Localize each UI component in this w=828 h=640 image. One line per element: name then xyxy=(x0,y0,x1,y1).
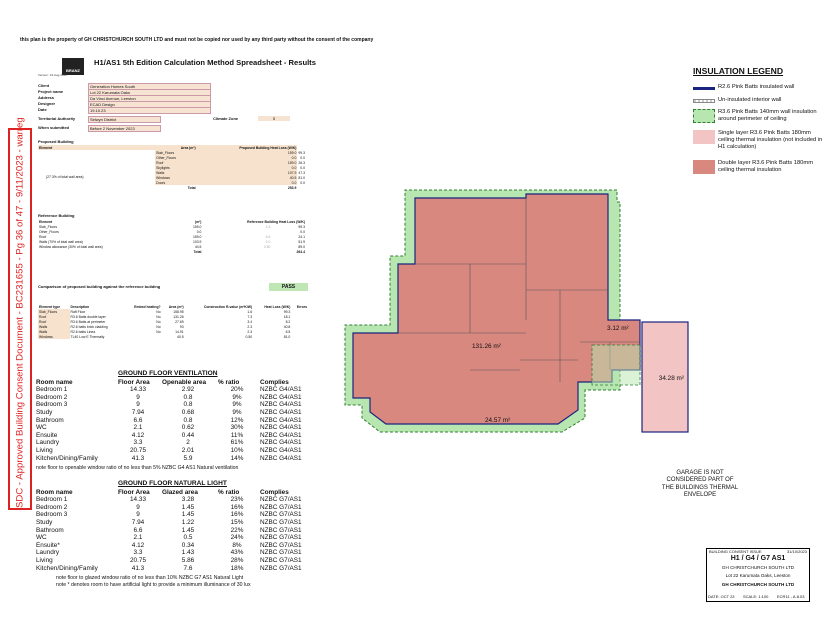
table-cell: No xyxy=(156,319,161,324)
table-cell: TL40 Low E Thermally xyxy=(70,334,105,339)
table-cell: 107.9 xyxy=(197,170,298,175)
table-cell: Walls xyxy=(155,170,196,175)
table-cell: NZBC G7/AS1 xyxy=(260,564,302,572)
table-cell: 1.6 xyxy=(247,309,253,314)
table-cell: 0.0 xyxy=(300,180,305,185)
table-row xyxy=(34,519,318,527)
ref-cell: ECR11 - A.8.03 xyxy=(777,594,805,599)
table-cell: Bathroom xyxy=(36,526,64,534)
legend-swatch xyxy=(693,160,715,174)
column-header: Glazed area xyxy=(162,488,198,496)
table-cell: NZBC G7/AS1 xyxy=(260,526,302,534)
heat-loss: 99.3 xyxy=(298,224,305,229)
table-cell: R2.6 batts Linea xyxy=(70,329,96,334)
heat-loss: 24.1 xyxy=(298,234,305,239)
table-row xyxy=(34,488,318,496)
table-cell: 0.62 xyxy=(181,424,195,432)
ownership-note: this plan is the property of GH CHRISTCHURCH SOUTH LTD and must not be copied nor used by any third party without the consent of the company xyxy=(20,37,374,43)
garage-area-label: 34.28 m² xyxy=(658,375,684,382)
table-cell: Bedroom 1 xyxy=(36,386,68,394)
company-name-2: GH CHRISTCHURCH SOUTH LTD xyxy=(721,582,795,587)
element-detail-table xyxy=(38,304,308,339)
ventilation-title: GROUND FLOOR VENTILATION xyxy=(118,370,218,377)
table-cell: Bedroom 2 xyxy=(36,503,68,511)
company-name: GH CHRISTCHURCH SOUTH LTD xyxy=(721,565,795,570)
legend-swatch xyxy=(693,87,715,90)
table-cell: 10% xyxy=(230,447,244,455)
table-cell: NZBC G4/AS1 xyxy=(260,393,302,401)
table-cell: 0.0 xyxy=(197,180,298,185)
table-row xyxy=(34,386,318,394)
table-row xyxy=(34,454,318,462)
date-cell: DATE: OCT 23 xyxy=(708,594,735,599)
table-cell: 18.1 xyxy=(283,314,291,319)
table-row xyxy=(34,416,318,424)
table-cell: 2.01 xyxy=(181,447,195,455)
table-row xyxy=(34,394,318,402)
table-cell: NZBC G4/AS1 xyxy=(260,439,302,447)
table-cell: 47.3 xyxy=(298,170,305,175)
table-cell: 40.5 xyxy=(177,334,184,339)
small-area-label: 3.12 m² xyxy=(607,325,629,332)
table-cell: 18% xyxy=(230,564,244,572)
table-cell: 0.0 xyxy=(197,155,298,160)
table-cell: 40.5 xyxy=(197,175,298,180)
table-cell: Kitchen/Dining/Family xyxy=(36,564,98,572)
legend-swatch xyxy=(693,109,715,123)
table-cell: 15% xyxy=(230,519,244,527)
table-cell: Study xyxy=(36,519,53,527)
table-cell: 26.3 xyxy=(298,160,305,165)
table-row xyxy=(34,378,318,386)
table-cell: 2.1 xyxy=(133,424,143,432)
table-row xyxy=(38,334,308,339)
table-cell: No xyxy=(156,309,161,314)
table-cell: 5.9 xyxy=(183,454,193,462)
table-cell: Construction R-value (m²K/W) xyxy=(203,304,253,309)
heat-loss: 0.0 xyxy=(300,229,305,234)
table-cell: 9% xyxy=(232,409,242,417)
table-cell: R3.6 Batts double layer xyxy=(70,314,106,319)
table-cell: Ensuite* xyxy=(36,541,60,549)
column-header: Complies xyxy=(260,378,289,386)
table-cell: Windows xyxy=(155,175,196,180)
table-cell: 44.5 xyxy=(194,244,202,249)
table-cell: 9 xyxy=(136,393,140,401)
reference-table xyxy=(38,219,306,254)
table-cell: 9 xyxy=(136,401,140,409)
table-row xyxy=(34,409,318,417)
table-cell: Bedroom 3 xyxy=(36,401,68,409)
table-cell: Windows xyxy=(38,334,70,339)
table-cell: Slab_Floors xyxy=(38,309,70,314)
table-cell: 0.5 xyxy=(183,534,193,542)
table-cell: 3.28 xyxy=(181,496,195,504)
table-row xyxy=(34,542,318,550)
table-cell: Ensuite xyxy=(36,431,58,439)
table-cell: NZBC G7/AS1 xyxy=(260,519,302,527)
heat-loss: 51.9 xyxy=(298,239,305,244)
site-address: Lot 22 Karumata Oaks, Leeston xyxy=(725,573,791,578)
reference-title: Reference Building xyxy=(38,213,75,218)
table-cell: 93 xyxy=(179,324,184,329)
table-cell: 43% xyxy=(230,549,244,557)
table-cell: 1.45 xyxy=(181,503,195,511)
table-cell: NZBC G4/AS1 xyxy=(260,447,302,455)
r-value: 2.0 xyxy=(265,239,271,244)
sheet-title: H1/AS1 5th Edition Calculation Method Spreadsheet - Results xyxy=(94,58,316,67)
sheet-code: H1 / G4 / G7 AS1 xyxy=(730,555,786,562)
table-cell: 159.0 xyxy=(192,234,202,239)
table-row: Total 264.4 xyxy=(193,249,305,254)
table-cell: No xyxy=(156,329,161,334)
table-cell: 14.33 xyxy=(130,496,146,504)
table-cell: 159.0 xyxy=(197,160,298,165)
column-header: % ratio xyxy=(218,488,240,496)
table-cell: 7.3 xyxy=(247,314,253,319)
table-cell: No xyxy=(156,314,161,319)
table-cell: 9 xyxy=(136,511,140,519)
table-row xyxy=(34,496,318,504)
column-header: Complies xyxy=(260,488,289,496)
table-cell: 2 xyxy=(186,439,190,447)
heat-loss: 89.0 xyxy=(298,244,305,249)
table-cell: NZBC G7/AS1 xyxy=(260,534,302,542)
table-cell: 0.44 xyxy=(181,431,195,439)
table-cell: Bedroom 2 xyxy=(36,393,68,401)
natural-light-title: GROUND FLOOR NATURAL LIGHT xyxy=(118,480,227,487)
table-cell: 0.8 xyxy=(183,416,193,424)
table-cell: NZBC G7/AS1 xyxy=(260,496,302,504)
column-header: Openable area xyxy=(162,378,207,386)
table-cell: 12% xyxy=(230,416,244,424)
table-cell: Living xyxy=(36,557,53,565)
table-row xyxy=(34,439,318,447)
submitted-row: When submitted Before 2 November 2023 xyxy=(38,125,248,131)
table-cell: 20.75 xyxy=(130,447,146,455)
table-cell: Area (m²) xyxy=(168,304,184,309)
table-cell: 1.45 xyxy=(181,511,195,519)
table-cell: Raft Floor xyxy=(70,309,86,314)
table-cell: NZBC G4/AS1 xyxy=(260,416,302,424)
table-cell: 0.34 xyxy=(181,541,195,549)
ventilation-table xyxy=(34,378,318,462)
issue-label: BUILDING CONSENT ISSUE xyxy=(709,549,762,554)
table-cell: NZBC G4/AS1 xyxy=(260,424,302,432)
designer-row: Designer ECAD Design xyxy=(38,101,248,107)
table-row xyxy=(34,549,318,557)
table-cell: Roof xyxy=(38,319,70,324)
table-cell: R3.6 Batts at perimeter xyxy=(70,319,106,324)
table-cell: NZBC G4/AS1 xyxy=(260,409,302,417)
table-cell: 14.33 xyxy=(130,386,146,394)
table-cell: NZBC G7/AS1 xyxy=(260,557,302,565)
table-cell: 6.6 xyxy=(133,416,143,424)
table-cell: 16% xyxy=(230,511,244,519)
table-cell: Roof xyxy=(155,160,196,165)
table-cell xyxy=(291,334,308,339)
table-cell: 7.6 xyxy=(183,564,193,572)
table-cell: 0.0 xyxy=(300,155,305,160)
ta-row: Territorial Authority Selwyn District Climate Zone 5 xyxy=(38,116,308,122)
table-cell: 14% xyxy=(230,454,244,462)
table-row: Element Area (m²) Proposed Building Heat Loss (W/K) xyxy=(38,145,306,150)
table-cell: 7.94 xyxy=(131,519,145,527)
table-cell: Bathroom xyxy=(36,416,64,424)
artificial-light-note: note * denotes room to have artificial light to provide a minimum illuminance of 30 lux xyxy=(56,582,251,588)
table-cell: 41.3 xyxy=(131,454,145,462)
main-area-label: 131.26 m² xyxy=(472,343,501,350)
legend-swatch xyxy=(693,130,715,144)
table-cell: 6.6 xyxy=(133,526,143,534)
perimeter-area-label: 24.57 m² xyxy=(485,417,511,424)
table-cell: 11% xyxy=(230,431,244,439)
row-note: (27.3% of total wall area) xyxy=(46,175,84,179)
natural-light-note: note floor to glazed window ratio of no less than 10% NZBC G7 AS1 Natural Light xyxy=(56,575,244,581)
consent-stamp-text: SDC - Approved Building Consent Document - BC231655 - Pg 36 of 47 - 9/11/2023 - warreg xyxy=(14,117,26,508)
table-cell: Laundry xyxy=(36,439,60,447)
legend-swatch xyxy=(693,99,715,103)
small-perimeter-area xyxy=(592,345,640,385)
table-cell: Slab_Floors xyxy=(155,150,196,155)
table-cell: NZBC G4/AS1 xyxy=(260,431,302,439)
sheet-version: Version: 19-Aug-2022 xyxy=(38,73,68,77)
table-cell: NZBC G4/AS1 xyxy=(260,454,302,462)
table-cell: Roof xyxy=(38,314,70,319)
table-cell: 99.3 xyxy=(298,150,305,155)
table-cell: 16% xyxy=(230,503,244,511)
table-row: Total 253.9 xyxy=(187,185,297,190)
table-cell: 20.75 xyxy=(130,557,146,565)
table-cell: 8.2 xyxy=(285,319,291,324)
table-row xyxy=(34,447,318,455)
table-cell: Skylights xyxy=(155,165,196,170)
table-row xyxy=(34,564,318,572)
table-cell: 28% xyxy=(230,557,244,565)
table-row xyxy=(34,557,318,565)
table-cell: 81.0 xyxy=(298,175,305,180)
table-cell: NZBC G7/AS1 xyxy=(260,503,302,511)
table-cell: 6.5 xyxy=(285,329,291,334)
table-row xyxy=(34,432,318,440)
table-cell: Errors xyxy=(296,304,307,309)
table-cell: Roof xyxy=(39,234,47,239)
table-cell: 81.0 xyxy=(283,334,291,339)
table-cell: 40.8 xyxy=(283,324,291,329)
comparison-label: Comparison of proposed building against the reference building xyxy=(38,284,161,289)
table-cell: 2.3 xyxy=(247,329,253,334)
table-cell: Kitchen/Dining/Family xyxy=(36,454,98,462)
table-cell: Other_Floors xyxy=(39,229,59,234)
table-cell: Embed heating? xyxy=(134,304,161,309)
legend-title: INSULATION LEGEND xyxy=(693,66,784,76)
r-value: 6.6 xyxy=(265,234,271,239)
table-cell: 3.3 xyxy=(133,549,143,557)
consent-stamp xyxy=(8,117,32,510)
table-cell: WC xyxy=(36,534,47,542)
table-row xyxy=(38,304,308,309)
table-cell: 159.0 xyxy=(197,150,298,155)
table-cell: 2.3 xyxy=(247,324,253,329)
table-cell: 30% xyxy=(230,424,244,432)
table-cell: 24% xyxy=(230,534,244,542)
table-cell: 0.0 xyxy=(197,165,298,170)
table-row xyxy=(34,534,318,542)
table-cell: 0.68 xyxy=(181,409,195,417)
table-cell: Living xyxy=(36,447,53,455)
table-cell: 2.92 xyxy=(181,386,195,394)
table-cell: NZBC G7/AS1 xyxy=(260,511,302,519)
table-cell: 0.8 xyxy=(183,393,193,401)
table-cell: Study xyxy=(36,409,53,417)
table-cell: Walls (70% of total wall area) xyxy=(39,239,83,244)
address-row: Address Da Vinci Avenue, Leeston xyxy=(38,95,248,101)
table-cell: 0.0 xyxy=(300,165,305,170)
table-cell: Element type xyxy=(39,304,61,309)
column-header: Floor Area xyxy=(118,488,150,496)
table-cell: Other_Floors xyxy=(155,155,196,160)
table-cell: 4.12 xyxy=(131,431,145,439)
table-row xyxy=(34,504,318,512)
table-cell: 41.3 xyxy=(131,564,145,572)
table-cell: Bedroom 3 xyxy=(36,511,68,519)
table-cell: Walls xyxy=(38,324,70,329)
column-header: Room name xyxy=(36,378,73,386)
title-block xyxy=(706,548,810,602)
column-header: Room name xyxy=(36,488,73,496)
table-row xyxy=(34,401,318,409)
table-cell: No xyxy=(156,324,161,329)
table-cell: Laundry xyxy=(36,549,60,557)
table-cell: 9% xyxy=(232,393,242,401)
scale-cell: SCALE: 1:100 xyxy=(743,594,769,599)
r-value: 0.50 xyxy=(263,244,271,249)
client-row: Client Generation Homes South xyxy=(38,83,248,89)
proposed-title: Proposed Building xyxy=(38,139,74,144)
table-cell: 61% xyxy=(230,439,244,447)
table-cell: NZBC G7/AS1 xyxy=(260,541,302,549)
table-cell: 14.91 xyxy=(175,329,184,334)
table-cell: NZBC G4/AS1 xyxy=(260,386,302,394)
table-cell: 3.4 xyxy=(247,319,253,324)
table-cell: 23% xyxy=(230,496,244,504)
table-cell: WC xyxy=(36,424,47,432)
table-cell: 1.43 xyxy=(181,549,195,557)
table-row xyxy=(34,526,318,534)
table-cell: 5.86 xyxy=(181,557,195,565)
table-cell: 3.3 xyxy=(133,439,143,447)
table-cell: 8% xyxy=(232,541,242,549)
table-cell: Window allowance (30% of total wall area) xyxy=(39,244,103,249)
r-value: 1.6 xyxy=(265,224,271,229)
table-cell: NZBC G4/AS1 xyxy=(260,401,302,409)
table-cell: Slab_Floors xyxy=(39,224,58,229)
issue-date: 31/10/2023 xyxy=(786,549,807,554)
table-cell: 2.1 xyxy=(133,534,143,542)
table-cell: 0.8 xyxy=(183,401,193,409)
table-row xyxy=(34,511,318,519)
table-cell: R2.6 batts brick cladding xyxy=(70,324,108,329)
table-cell: Doors xyxy=(155,180,196,185)
table-cell: 1.22 xyxy=(181,519,195,527)
table-cell: 0.0 xyxy=(196,229,202,234)
branz-logo: BRANZ xyxy=(62,58,84,75)
table-cell: 4.12 xyxy=(131,541,145,549)
column-header: % ratio xyxy=(218,378,240,386)
table-cell: 0.50 xyxy=(245,334,253,339)
table-cell: NZBC G7/AS1 xyxy=(260,549,302,557)
table-cell: Heat Loss (W/K) xyxy=(264,304,291,309)
table-cell: 9 xyxy=(136,503,140,511)
garage-note: GARAGE IS NOT CONSIDERED PART OF THE BUILDINGS THERMAL ENVELOPE xyxy=(661,470,739,499)
table-cell: Walls xyxy=(38,329,70,334)
table-cell: 103.9 xyxy=(192,239,202,244)
floor-plan xyxy=(320,180,690,450)
table-cell: 27.69 xyxy=(175,319,184,324)
pass-badge: PASS xyxy=(269,283,308,291)
column-header: Floor Area xyxy=(118,378,150,386)
table-cell: Bedroom 1 xyxy=(36,496,68,504)
natural-light-table xyxy=(34,488,318,572)
table-cell: 7.94 xyxy=(131,409,145,417)
table-row: Element (m²) Reference Building Heat Loss (W/K) xyxy=(39,219,305,224)
table-cell: 22% xyxy=(230,526,244,534)
proposed-table xyxy=(38,145,306,190)
table-row xyxy=(34,424,318,432)
table-cell: 1.45 xyxy=(181,526,195,534)
project-row: Project name Lot 22 Karumata Oaks xyxy=(38,89,248,95)
table-cell: 99.3 xyxy=(283,309,291,314)
table-cell: 158.95 xyxy=(173,309,184,314)
table-cell: Description xyxy=(70,304,90,309)
table-cell: 159.0 xyxy=(192,224,202,229)
table-cell xyxy=(123,334,162,339)
date-row: Date 19.10.23 xyxy=(38,107,248,113)
ventilation-note: note floor to openable window ratio of no less than 5% NZBC G4 AS1 Natural ventilation xyxy=(36,465,239,471)
table-cell: 131.26 xyxy=(173,314,184,319)
table-cell: 9% xyxy=(232,401,242,409)
table-cell: 20% xyxy=(230,386,244,394)
